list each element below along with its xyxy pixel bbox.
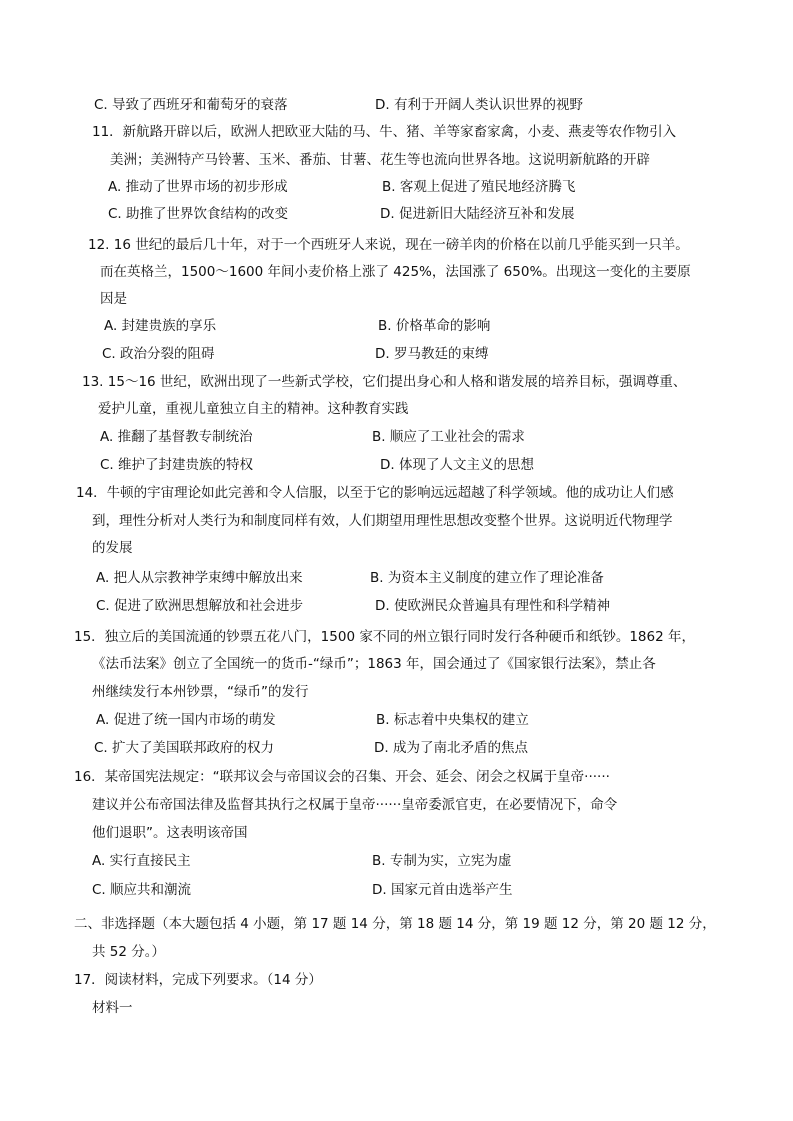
q13-stem-line-2: 爱护儿童，重视儿童独立自主的精神。这种教育实践 (98, 401, 409, 417)
q11-option-b: B. 客观上促进了殖民地经济腾飞 (382, 179, 576, 195)
q14-stem-line-1: 14．牛顿的宇宙理论如此完善和令人信服，以至于它的影响远远超越了科学领域。他的成功让人们感 (76, 485, 674, 501)
q16-option-d: D. 国家元首由选举产生 (372, 882, 513, 898)
q13-option-d: D. 体现了人文主义的思想 (380, 457, 534, 473)
q13-option-b: B. 顺应了工业社会的需求 (372, 429, 525, 445)
q17-material-1-label: 材料一 (92, 1000, 133, 1016)
q15-stem-line-1: 15．独立后的美国流通的钞票五花八门，1500 家不同的州立银行同时发行各种硬币和纸钞。1862 年， (74, 629, 695, 645)
q12-option-a: A. 封建贵族的享乐 (104, 318, 217, 334)
q12-option-d: D. 罗马教廷的束缚 (375, 346, 489, 362)
q11-stem-line-1: 11．新航路开辟以后，欧洲人把欧亚大陆的马、牛、猪、羊等家畜家禽，小麦、燕麦等农作物引入 (92, 124, 677, 140)
q11-option-d: D. 促进新旧大陆经济互补和发展 (380, 206, 575, 222)
q11-option-c: C. 助推了世界饮食结构的改变 (108, 206, 289, 222)
q16-option-c: C. 顺应共和潮流 (92, 882, 192, 898)
q15-stem-line-3: 州继续发行本州钞票，“绿币”的发行 (92, 684, 309, 700)
q16-stem-line-3: 他们退职”。这表明该帝国 (92, 825, 248, 841)
q13-option-a: A. 推翻了基督教专制统治 (100, 429, 253, 445)
q12-stem-line-2: 而在英格兰，1500～1600 年间小麦价格上涨了 425%，法国涨了 650%。出现这一变化的主要原 (100, 264, 691, 280)
q10-option-d: D. 有利于开阔人类认识世界的视野 (375, 97, 583, 113)
q12-option-b: B. 价格革命的影响 (378, 318, 491, 334)
q14-option-b: B. 为资本主义制度的建立作了理论准备 (370, 570, 604, 586)
q11-option-a: A. 推动了世界市场的初步形成 (108, 179, 288, 195)
q11-stem-line-2: 美洲；美洲特产马铃薯、玉米、番茄、甘薯、花生等也流向世界各地。这说明新航路的开辟 (110, 152, 650, 168)
section-2-heading-line-2: 共 52 分。） (92, 944, 166, 960)
q15-option-b: B. 标志着中央集权的建立 (376, 712, 529, 728)
q16-option-b: B. 专制为实，立宪为虚 (372, 853, 512, 869)
q15-option-d: D. 成为了南北矛盾的焦点 (374, 740, 528, 756)
q14-option-a: A. 把人从宗教神学束缚中解放出来 (96, 570, 303, 586)
q14-option-d: D. 使欧洲民众普遍具有理性和科学精神 (375, 598, 610, 614)
q13-stem-line-1: 13. 15～16 世纪，欧洲出现了一些新式学校，它们提出身心和人格和谐发展的培养目标，强调尊重、 (82, 374, 687, 390)
q16-stem-line-1: 16．某帝国宪法规定：“联邦议会与帝国议会的召集、开会、延会、闭会之权属于皇帝······ (74, 769, 610, 785)
section-2-heading-line-1: 二、非选择题（本大题包括 4 小题，第 17 题 14 分，第 18 题 14 分，第 19 题 12 分，第 20 题 12 分， (74, 916, 716, 932)
q12-option-c: C. 政治分裂的阻碍 (102, 346, 215, 362)
q14-stem-line-3: 的发展 (92, 540, 133, 556)
q10-option-c: C. 导致了西班牙和葡萄牙的衰落 (94, 97, 288, 113)
q17-stem: 17．阅读材料，完成下列要求。（14 分） (74, 972, 322, 988)
q16-stem-line-2: 建议并公布帝国法律及监督其执行之权属于皇帝······皇帝委派官吏，在必要情况下，命令 (92, 797, 618, 813)
q15-option-c: C. 扩大了美国联邦政府的权力 (94, 740, 275, 756)
q14-stem-line-2: 到，理性分析对人类行为和制度同样有效，人们期望用理性思想改变整个世界。这说明近代物理学 (92, 513, 673, 529)
q12-stem-line-3: 因是 (100, 291, 127, 307)
q16-option-a: A. 实行直接民主 (92, 853, 191, 869)
q14-option-c: C. 促进了欧洲思想解放和社会进步 (96, 598, 304, 614)
q15-stem-line-2: 《法币法案》创立了全国统一的货币-“绿币”；1863 年，国会通过了《国家银行法案》，禁止各 (92, 656, 656, 672)
q13-option-c: C. 维护了封建贵族的特权 (100, 457, 254, 473)
q15-option-a: A. 促进了统一国内市场的萌发 (96, 712, 276, 728)
q12-stem-line-1: 12. 16 世纪的最后几十年，对于一个西班牙人来说，现在一磅羊肉的价格在以前几乎能买到一只羊。 (88, 237, 689, 253)
